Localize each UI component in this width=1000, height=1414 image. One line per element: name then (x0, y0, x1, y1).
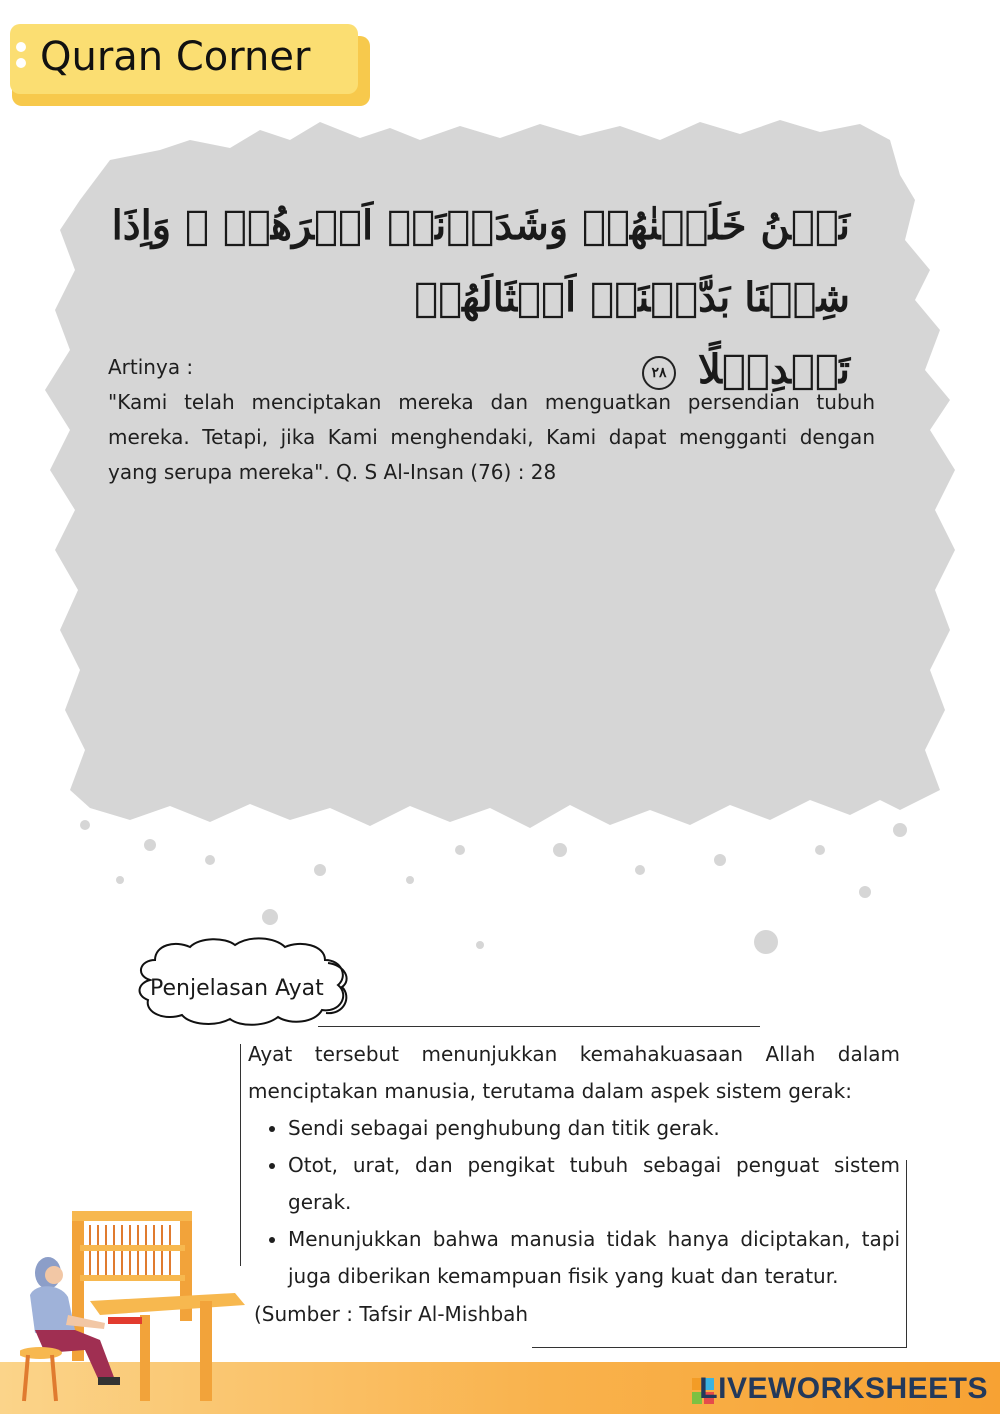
verse-meaning (108, 350, 875, 490)
page-title: Quran Corner (40, 34, 311, 80)
explanation-points (248, 1110, 900, 1295)
explanation-intro: Ayat tersebut menunjukkan kemahakuasaan Allah dalam menciptakan manusia, terutama dalam aspek sistem gerak: (248, 1042, 900, 1103)
weaving-woman-illustration (20, 1205, 250, 1410)
explanation-body (248, 1036, 900, 1295)
box-border-bottom (532, 1347, 906, 1348)
list-item: • Otot, urat, dan pengikat tubuh sebagai penguat sistem gerak. (288, 1147, 900, 1221)
meaning-label: Artinya : (108, 355, 194, 379)
arabic-verse-line-1: نَحۡنُ خَلَقۡنٰهُمۡ وَشَدَدۡنَاۤ اَسۡرَهُمۡ ۚ وَاِذَا شِئۡنَا بَدَّلۡنَاۤ اَمۡثَالَهُمۡ (111, 202, 850, 321)
source-citation: (Sumber : Tafsir Al-Mishbah (254, 1302, 529, 1326)
list-item: • Menunjukkan bahwa manusia tidak hanya diciptakan, tapi juga diberikan kemampuan fisik yang kuat dan teratur. (288, 1221, 900, 1295)
box-border-top (318, 1026, 760, 1027)
arabic-verse-line-2-text: تَبۡدِيۡلًا (697, 346, 850, 393)
box-border-right (906, 1160, 907, 1348)
explanation-label: Penjelasan Ayat (150, 976, 324, 1001)
meaning-text: "Kami telah menciptakan mereka dan menguatkan persendian tubuh mereka. Tetapi, jika Kami menghendaki, Kami dapat mengganti dengan yang serupa mereka". Q. S Al-Insan (76) : 28 (108, 390, 875, 484)
list-item: • Sendi sebagai penghubung dan titik gerak. (288, 1110, 900, 1147)
brand-logo-text: LIVEWORKSHEETS (699, 1372, 988, 1405)
ayah-number-marker: ٢٨ (642, 356, 676, 390)
